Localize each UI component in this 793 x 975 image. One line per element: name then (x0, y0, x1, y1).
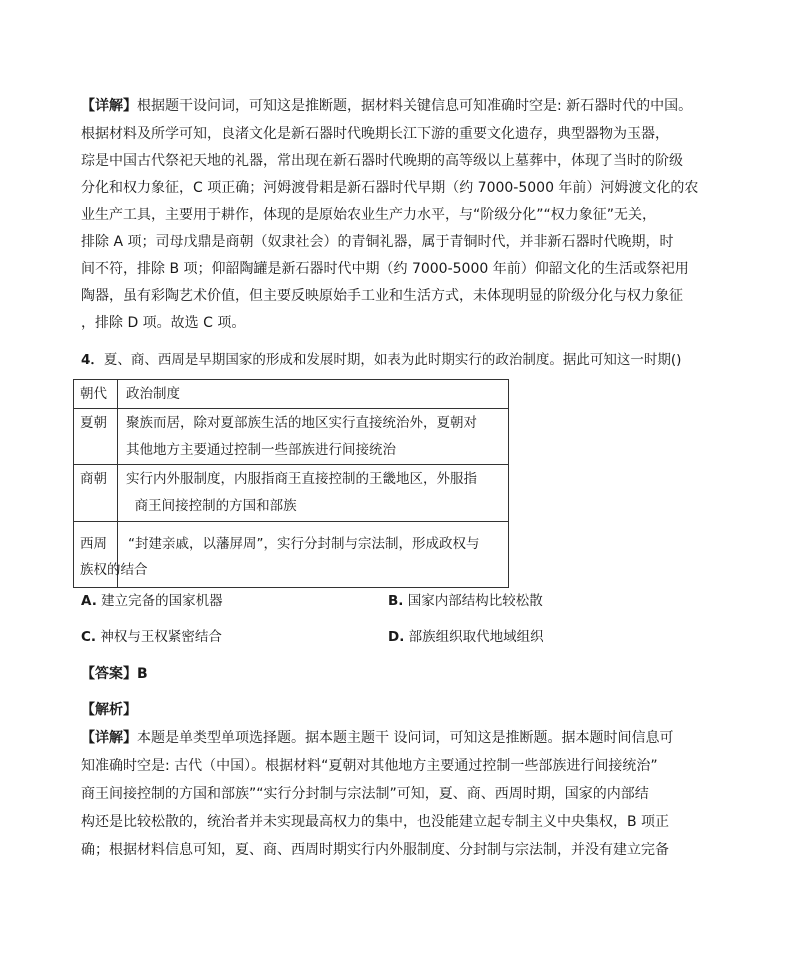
row-era: 西周 (80, 536, 107, 552)
table-row (74, 409, 508, 465)
row-text-line: 实行内外服制度，内服指商王直接控制的王畿地区，外服指 (126, 471, 477, 487)
prev-explanation-line-9: ，排除 D 项。故选 C 项。 (81, 315, 246, 331)
prev-explanation-line-3: 琮是中国古代祭祀天地的礼器，常出现在新石器时代晚期的高等级以上墓葬中，体现了当时的阶级 (81, 153, 683, 169)
option-d[interactable]: D. 部族组织取代地域组织 (388, 629, 544, 645)
column-divider (117, 409, 118, 464)
table-header-row (74, 380, 508, 409)
header-era: 朝代 (80, 386, 107, 402)
prev-explanation-line-8: 陶器，虽有彩陶艺术价值，但主要反映原始手工业和生活方式，未体现明显的阶级分化与权力象征 (81, 288, 683, 304)
row-text-line: 族权的结合 (80, 562, 148, 578)
explanation-line-2: 知准确时空是: 古代（中国）。根据材料“夏朝对其他地方主要通过控制一些部族进行间接统治” (81, 758, 658, 774)
prev-explanation-line-6: 排除 A 项；司母戊鼎是商朝（奴隶社会）的青铜礼器，属于青铜时代，并非新石器时代晚期，时 (81, 234, 674, 250)
explanation-tag: 【详解】 (81, 730, 137, 746)
prev-explanation-line-4: 分化和权力象征，C 项正确；河姆渡骨耜是新石器时代早期（约 7000-5000 年前）河姆渡文化的农 (81, 180, 699, 196)
answer-tag: 【答案】 (81, 666, 137, 682)
row-text-line: “封建亲戚，以藩屏周”，实行分封制与宗法制，形成政权与 (128, 536, 480, 552)
option-c[interactable]: C. 神权与王权紧密结合 (81, 629, 222, 645)
explanation-line-1: 【详解】本题是单类型单项选择题。据本题主题干 设问词，可知这是推断题。据本题时间信息可 (81, 730, 674, 746)
question-number: 4． (81, 352, 104, 368)
question-text: 夏、商、西周是早期国家的形成和发展时期，如表为此时期实行的政治制度。据此可知这一时期() (103, 352, 682, 368)
row-text-line: 聚族而居，除对夏部族生活的地区实行直接统治外，夏朝对 (126, 415, 477, 431)
explanation-line-4: 构还是比较松散的，统治者并未实现最高权力的集中，也没能建立起专制主义中央集权，B 项正 (81, 814, 670, 830)
column-divider (117, 465, 118, 521)
politics-table (73, 379, 509, 588)
column-divider (117, 380, 118, 408)
prev-explanation-tag: 【详解】 (81, 98, 137, 114)
option-a[interactable]: A. 建立完备的国家机器 (81, 593, 223, 609)
row-era: 商朝 (80, 471, 107, 487)
question-4 (81, 350, 681, 370)
prev-explanation-line-1: 【详解】根据题干设问词，可知这是推断题，据材料关键信息可知准确时空是: 新石器时代的中国。 (81, 98, 693, 114)
answer-line (81, 664, 148, 684)
explanation-line-5: 确；根据材料信息可知，夏、商、西周时期实行内外服制度、分封制与宗法制，并没有建立完备 (81, 842, 669, 858)
answer-value: B (137, 666, 148, 682)
header-system: 政治制度 (126, 386, 180, 402)
prev-explanation-line-2: 根据材料及所学可知，良渚文化是新石器时代晚期长江下游的重要文化遗存，典型器物为玉器， (81, 126, 669, 142)
row-era: 夏朝 (80, 415, 107, 431)
table-row (74, 522, 508, 588)
analysis-tag: 【解析】 (81, 702, 137, 718)
explanation-line-3: 商王间接控制的方国和部族”“实行分封制与宗法制”可知，夏、商、西周时期，国家的内部结 (81, 786, 649, 802)
row-text-line: 其他地方主要通过控制一些部族进行间接统治 (126, 442, 396, 458)
prev-explanation-line-7: 间不符，排除 B 项；仰韶陶罐是新石器时代中期（约 7000-5000 年前）仰韶文化的生活或祭祀用 (81, 261, 689, 277)
prev-explanation-line-5: 业生产工具，主要用于耕作，体现的是原始农业生产力水平，与“阶级分化”“权力象征”无关， (81, 207, 657, 223)
table-row (74, 465, 508, 522)
option-b[interactable]: B. 国家内部结构比较松散 (388, 593, 543, 609)
row-text-line: 商王间接控制的方国和部族 (126, 498, 297, 514)
